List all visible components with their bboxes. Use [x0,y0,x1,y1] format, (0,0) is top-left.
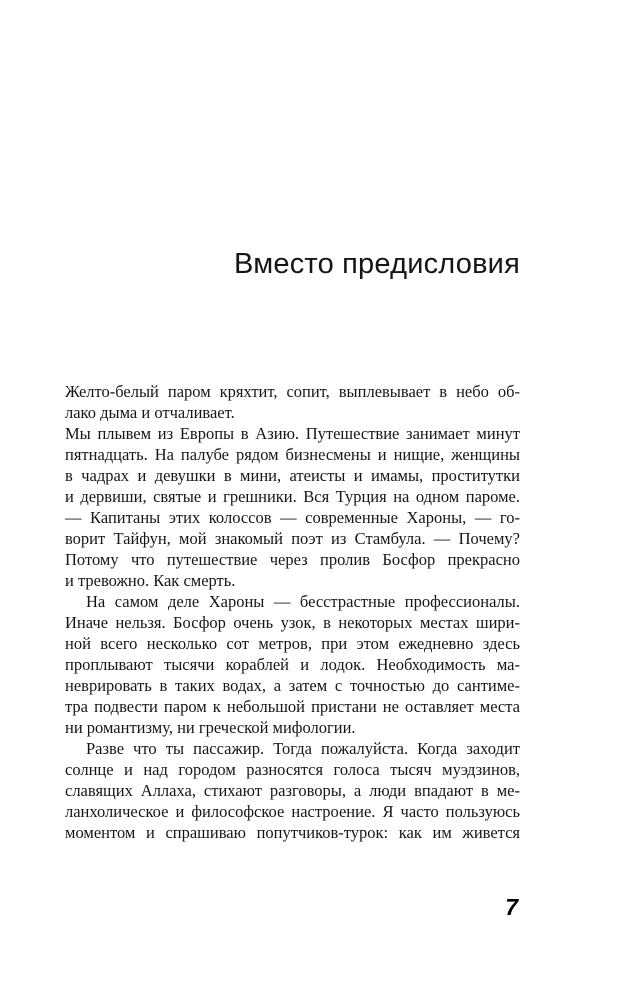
text-line: в чадрах и девушки в мини, атеисты и имамы, проститутки [65,466,520,485]
text-line: тра подвести паром к небольшой пристани не оставляет места [65,697,520,716]
text-line: ной всего несколько сот метров, при этом ежедневно здесь [65,634,520,653]
text-line: ворит Тайфун, мой знакомый поэт из Стамбула. — Почему? [65,529,520,548]
text-line: Желто-белый паром кряхтит, сопит, выплевывает в небо об- [65,382,520,401]
text-line: ни романтизму, ни греческой мифологии. [65,718,356,737]
text-line: пятнадцать. На палубе рядом бизнесмены и нищие, женщины [65,445,520,464]
text-line: ланхолическое и философское настроение. Я часто пользуюсь [65,802,520,821]
text-line: проплывают тысячи кораблей и лодок. Необходимость ма- [65,655,520,674]
text-line: Потому что путешествие через пролив Босфор прекрасно [65,550,520,569]
text-line: На самом деле Хароны — бесстрастные профессионалы. [86,592,520,611]
text-line: — Капитаны этих колоссов — современные Хароны, — го- [65,508,520,527]
text-line: лако дыма и отчаливает. [65,403,235,422]
text-line: Разве что ты пассажир. Тогда пожалуйста. Когда заходит [86,739,520,758]
text-line: и тревожно. Как смерть. [65,571,236,590]
text-line: Иначе нельзя. Босфор очень узок, в некоторых местах шири- [65,613,520,632]
text-line: солнце и над городом разносятся голоса тысяч муэдзинов, [65,760,520,779]
text-line: Мы плывем из Европы в Азию. Путешествие занимает минут [65,424,520,443]
text-line: славящих Аллаха, стихают разговоры, а люди впадают в ме- [65,781,520,800]
body-text [65,381,520,843]
text-line: и дервиши, святые и грешники. Вся Турция на одном пароме. [65,487,520,506]
chapter-title: Вместо предисловия [234,248,520,280]
page-number: 7 [505,894,518,920]
text-line: неврировать в таких водах, а затем с точностью до сантиме- [65,676,520,695]
text-line: моментом и спрашиваю попутчиков-турок: как им живется [65,823,520,842]
